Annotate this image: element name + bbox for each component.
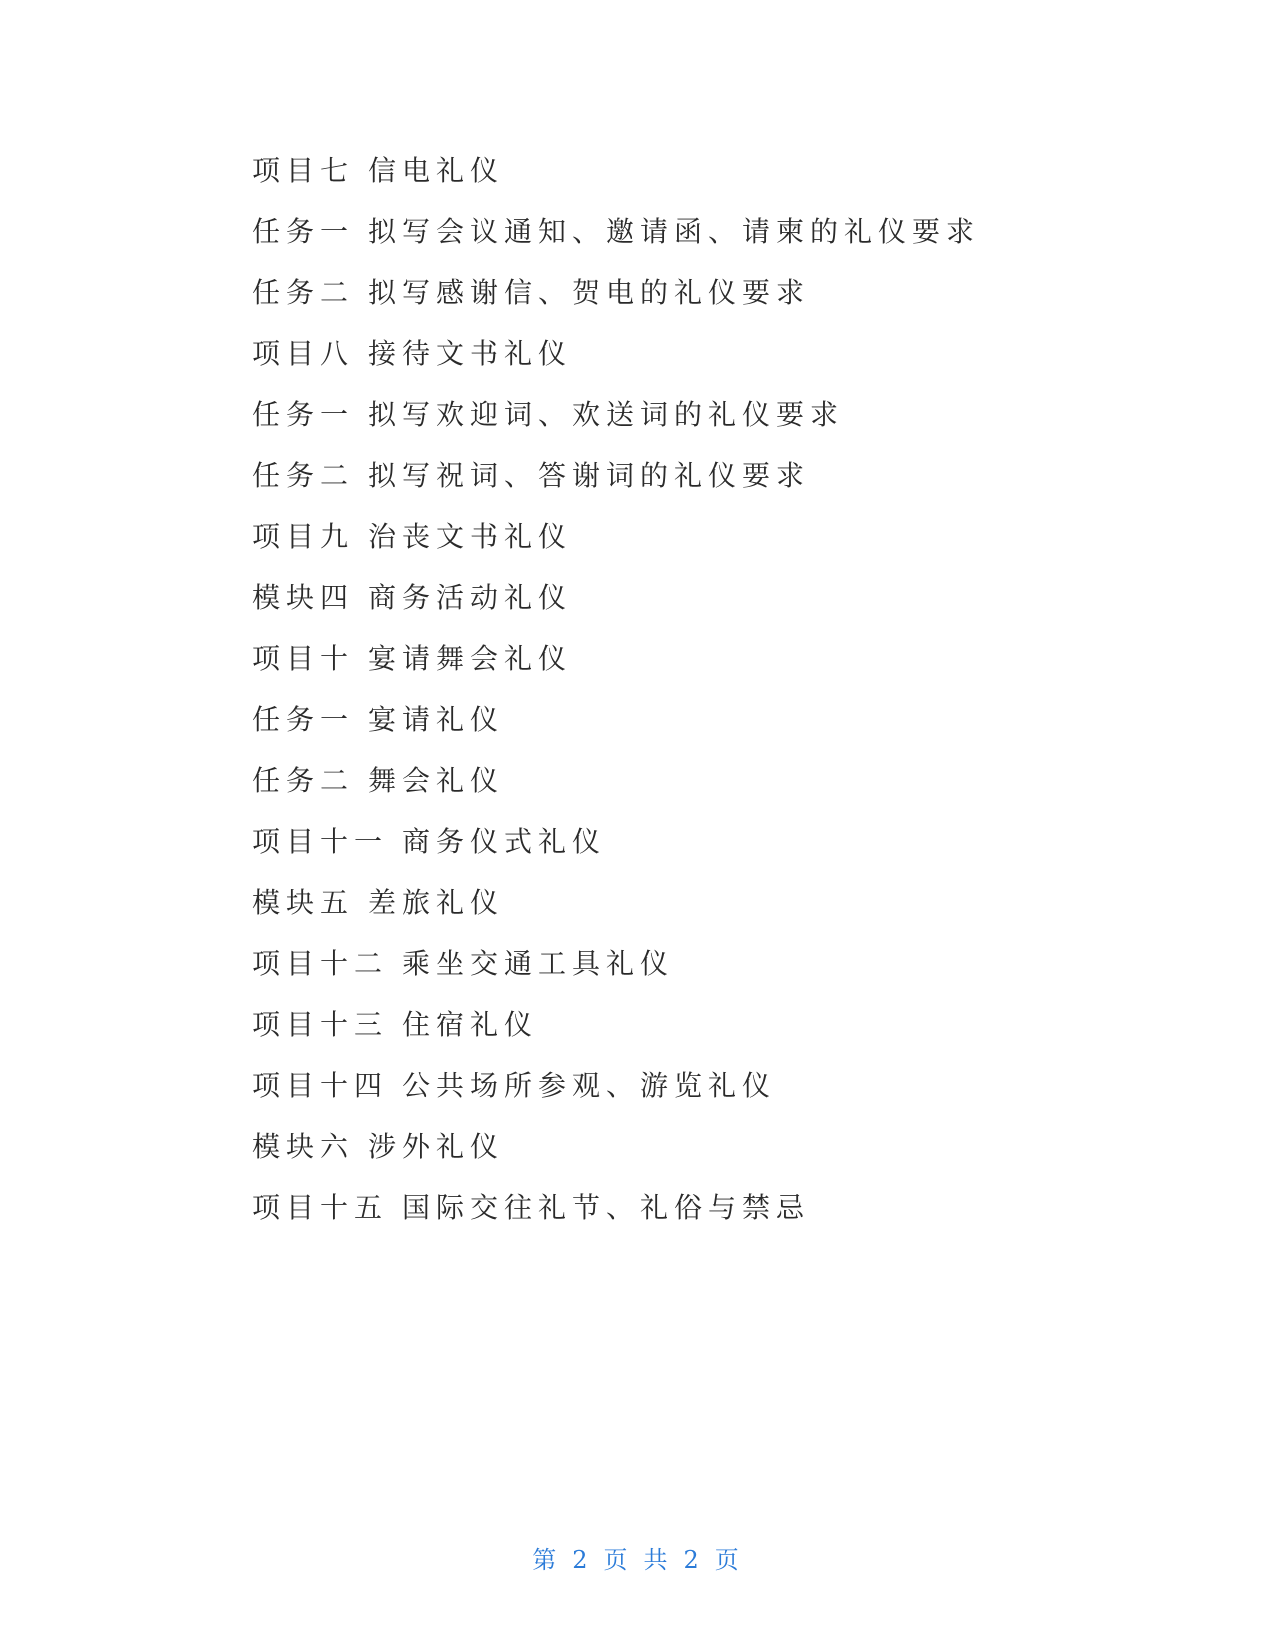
outline-item-title: 乘坐交通工具礼仪 <box>402 947 675 980</box>
outline-item <box>252 575 1152 636</box>
outline-item-heading: 项目十三 <box>252 1008 389 1041</box>
outline-item <box>252 392 1152 453</box>
outline-item <box>252 636 1152 697</box>
outline-item-heading: 任务二 <box>252 764 355 797</box>
outline-item <box>252 514 1152 575</box>
outline-item-title: 拟写祝词、答谢词的礼仪要求 <box>368 459 811 492</box>
outline-item-heading: 任务一 <box>252 398 355 431</box>
footer-prefix: 第 <box>532 1546 561 1574</box>
outline-item-heading: 模块四 <box>252 581 355 614</box>
outline-item-title: 宴请礼仪 <box>368 703 505 736</box>
outline-item-heading: 模块五 <box>252 886 355 919</box>
outline-item-title: 公共场所参观、游览礼仪 <box>402 1069 777 1102</box>
outline-item-heading: 任务一 <box>252 215 355 248</box>
outline-item-title: 治丧文书礼仪 <box>368 520 573 553</box>
outline-item-title: 涉外礼仪 <box>368 1130 505 1163</box>
outline-item-title: 商务活动礼仪 <box>368 581 573 614</box>
outline-item-heading: 项目十五 <box>252 1191 389 1224</box>
outline-item-heading: 项目九 <box>252 520 355 553</box>
outline-item <box>252 1063 1152 1124</box>
outline-item <box>252 1185 1152 1246</box>
footer-suffix: 页 <box>714 1546 743 1574</box>
outline-item <box>252 758 1152 819</box>
outline-item-heading: 项目十 <box>252 642 355 675</box>
outline-item-heading: 任务二 <box>252 459 355 492</box>
outline-item-title: 接待文书礼仪 <box>368 337 573 370</box>
footer-page-word: 页 <box>603 1546 632 1574</box>
outline-item-title: 信电礼仪 <box>368 154 505 187</box>
outline-item-heading: 项目八 <box>252 337 355 370</box>
outline-item-heading: 项目十四 <box>252 1069 389 1102</box>
outline-item <box>252 1124 1152 1185</box>
outline-item-heading: 任务二 <box>252 276 355 309</box>
outline-item-heading: 项目十二 <box>252 947 389 980</box>
outline-item <box>252 819 1152 880</box>
outline-item-heading: 项目十一 <box>252 825 389 858</box>
outline-item-title: 拟写欢迎词、欢送词的礼仪要求 <box>368 398 845 431</box>
outline-item <box>252 1002 1152 1063</box>
footer-total-word: 共 <box>643 1546 672 1574</box>
outline-list <box>252 148 1152 1246</box>
outline-item-title: 商务仪式礼仪 <box>402 825 607 858</box>
outline-item <box>252 331 1152 392</box>
outline-item-title: 拟写会议通知、邀请函、请柬的礼仪要求 <box>368 215 981 248</box>
outline-item-title: 宴请舞会礼仪 <box>368 642 573 675</box>
page-footer <box>0 1540 1275 1575</box>
outline-item-title: 国际交往礼节、礼俗与禁忌 <box>402 1191 811 1224</box>
outline-item-title: 拟写感谢信、贺电的礼仪要求 <box>368 276 811 309</box>
outline-item <box>252 270 1152 331</box>
outline-item-heading: 模块六 <box>252 1130 355 1163</box>
outline-item <box>252 697 1152 758</box>
outline-item <box>252 453 1152 514</box>
outline-item <box>252 941 1152 1002</box>
outline-item <box>252 209 1152 270</box>
footer-current-page: 2 <box>572 1546 592 1574</box>
footer-total-pages: 2 <box>683 1546 703 1574</box>
outline-item-title: 舞会礼仪 <box>368 764 505 797</box>
outline-item-title: 差旅礼仪 <box>368 886 505 919</box>
outline-item-heading: 任务一 <box>252 703 355 736</box>
outline-item-title: 住宿礼仪 <box>402 1008 539 1041</box>
outline-item <box>252 880 1152 941</box>
outline-item <box>252 148 1152 209</box>
outline-item-heading: 项目七 <box>252 154 355 187</box>
